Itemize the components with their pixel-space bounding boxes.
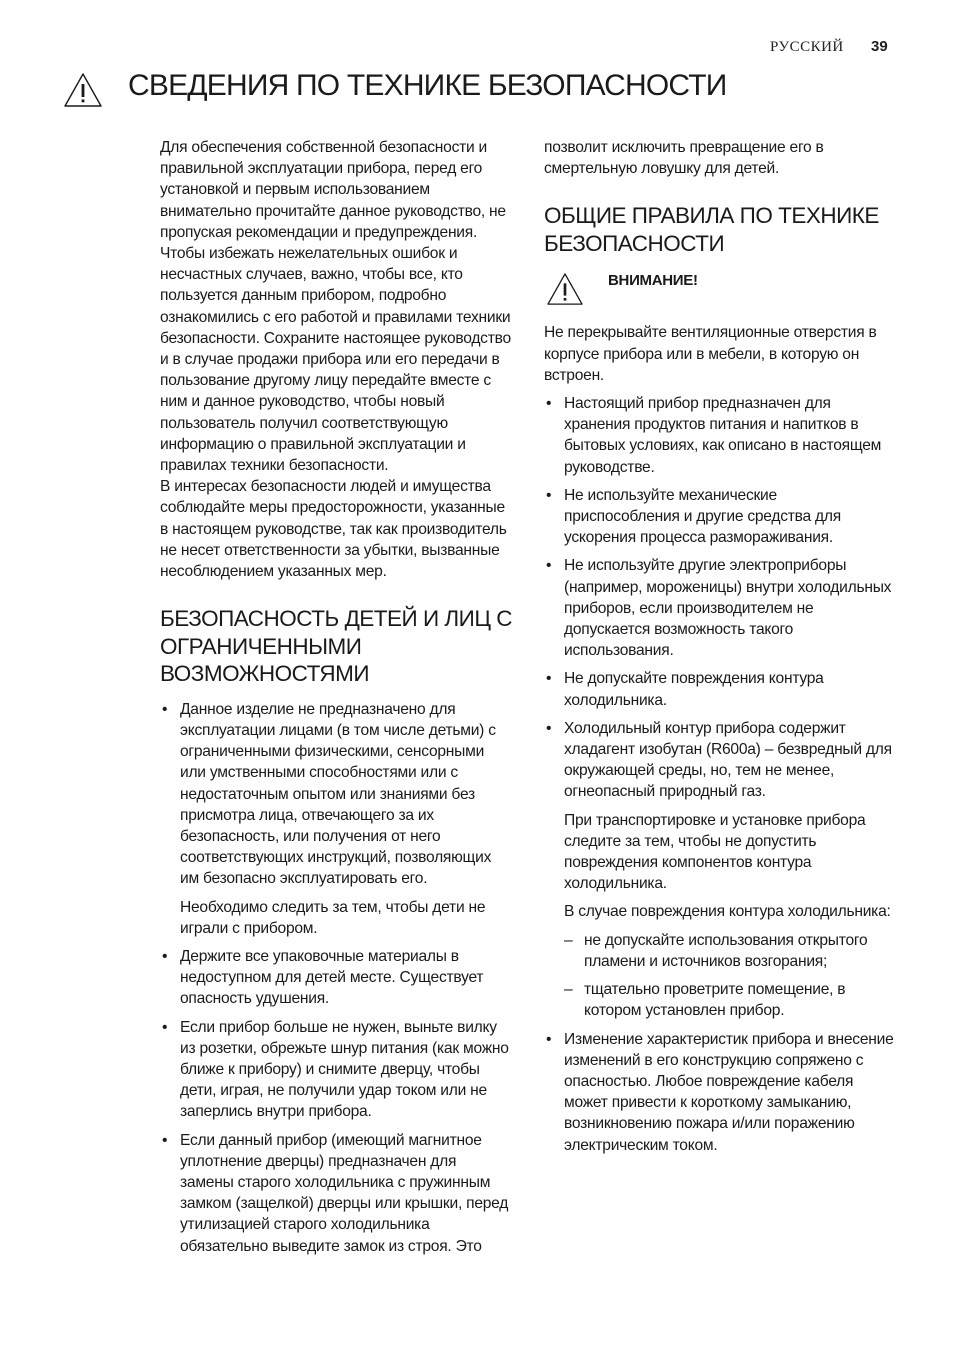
list-item-text: • Не используйте механические приспособления и другие средства для ускорения процесса размораживания.: [564, 486, 841, 547]
page-title: СВЕДЕНИЯ ПО ТЕХНИКЕ БЕЗОПАСНОСТИ: [128, 69, 727, 102]
warning-block: [544, 268, 896, 322]
list-item-text: • Данное изделие не предназначено для эксплуатации лицами (в том числе детьми) с ограниченными физическими, сенсорными или умственными способностями или с недостаточным опытом или знаниями без присмотра лица, отвечающего за их безопасность, или получения от него соответствующих инструкций, позволяющих им безопасно эксплуатировать его.: [180, 700, 496, 888]
list-item: [544, 485, 896, 549]
list-item: [544, 393, 896, 478]
list-item-text: • Не допускайте повреждения контура холодильника.: [564, 670, 824, 709]
section-title-general-safety: ОБЩИЕ ПРАВИЛА ПО ТЕХНИКЕ БЕЗОПАСНОСТИ: [544, 203, 879, 256]
ventilation-paragraph: Не перекрывайте вентиляционные отверстия в корпусе прибора или в мебели, в которую он встроен.: [544, 324, 877, 384]
list-item-text: • Настоящий прибор предназначен для хранения продуктов питания и напитков в бытовых условиях, как описано в настоящем руководстве.: [564, 395, 882, 476]
warning-label: ВНИМАНИЕ!: [608, 272, 698, 290]
child-safety-list: [160, 699, 512, 1257]
dash-item: – тщательно проветрите помещение, в котором установлен прибор.: [564, 979, 896, 1021]
list-item-subtext: В случае повреждения контура холодильника:: [564, 903, 891, 921]
list-item: [160, 699, 512, 939]
list-item-text: • Держите все упаковочные материалы в недоступном для детей месте. Существует опасность удушения.: [180, 948, 484, 1008]
warning-triangle-icon: [63, 72, 103, 108]
list-item-subtext: При транспортировке и установке прибора следите за тем, чтобы не допустить повреждения компонентов контура холодильника.: [564, 811, 866, 893]
list-item: [160, 946, 512, 1010]
dash-item: – не допускайте использования открытого пламени и источников возгорания;: [564, 930, 896, 972]
list-item-text: • Если данный прибор (имеющий магнитное уплотнение дверцы) предназначен для замены старого холодильника с пружинным замком (защелкой) дверцы или крышки, перед утилизацией старого холодильника обязательно выведите замок из строя. Это: [180, 1131, 509, 1255]
list-item-text: • Изменение характеристик прибора и внесение изменений в его конструкцию сопряжено с опасностью. Любое повреждение кабеля может привести к короткому замыканию, возникновению пожара и/или поражению электрическим током.: [564, 1030, 894, 1154]
section-title-child-safety: БЕЗОПАСНОСТЬ ДЕТЕЙ И ЛИЦ С ОГРАНИЧЕННЫМИ ВОЗМОЖНОСТЯМИ: [160, 606, 512, 687]
list-item: [544, 555, 896, 661]
list-item-text: • Не используйте другие электроприборы (например, мороженицы) внутри холодильных приборов, если производителем не допускается возможность такого использования.: [564, 557, 892, 660]
list-item: [544, 668, 896, 710]
list-item: [544, 718, 896, 1022]
warning-triangle-icon: [546, 272, 584, 306]
list-item-text: • Холодильный контур прибора содержит хладагент изобутан (R600a) – безвредный для окружающей среды, но, тем не менее, огнеопасный природный газ.: [564, 719, 892, 801]
list-item: [544, 1029, 896, 1156]
right-column: [544, 137, 896, 1163]
list-item: [160, 1017, 512, 1123]
dash-list: [564, 930, 896, 1022]
list-item-subtext: Необходимо следить за тем, чтобы дети не играли с прибором.: [180, 898, 486, 937]
intro-paragraph-2: В интересах безопасности людей и имущества соблюдайте меры предосторожности, указанные в настоящем руководстве, так как производитель не несет ответственности за убытки, вызванные несоблюдением указанных мер.: [160, 478, 507, 581]
page-number: 39: [871, 38, 888, 55]
continuation-paragraph: позволит исключить превращение его в смертельную ловушку для детей.: [544, 139, 824, 178]
list-item: [160, 1130, 512, 1257]
left-column: [160, 137, 512, 1264]
list-item-text: • Если прибор больше не нужен, выньте вилку из розетки, обрежьте шнур питания (как можно ближе к прибору) и снимите дверцу, чтобы дети, играя, не получили удар током или не заперлись внутри прибора.: [180, 1018, 509, 1121]
intro-paragraph: Для обеспечения собственной безопасности и правильной эксплуатации прибора, перед его установкой и первым использованием внимательно прочитайте данное руководство, не пропуская рекомендации и предупреждения. Чтобы избежать нежелательных ошибок и несчастных случаев, важно, чтобы все, кто пользуется данным прибором, подробно ознакомились с его работой и правилами техники безопасности. Сохраните настоящее руководство и в случае продажи прибора или его передачи в пользование другому лицу передайте вместе с ним и данное руководство, чтобы новый пользователь получил соответствующую информацию о правильной эксплуатации и правилах техники безопасности.: [160, 139, 511, 475]
header-language: РУССКИЙ: [770, 39, 844, 55]
general-safety-list: [544, 393, 896, 1156]
